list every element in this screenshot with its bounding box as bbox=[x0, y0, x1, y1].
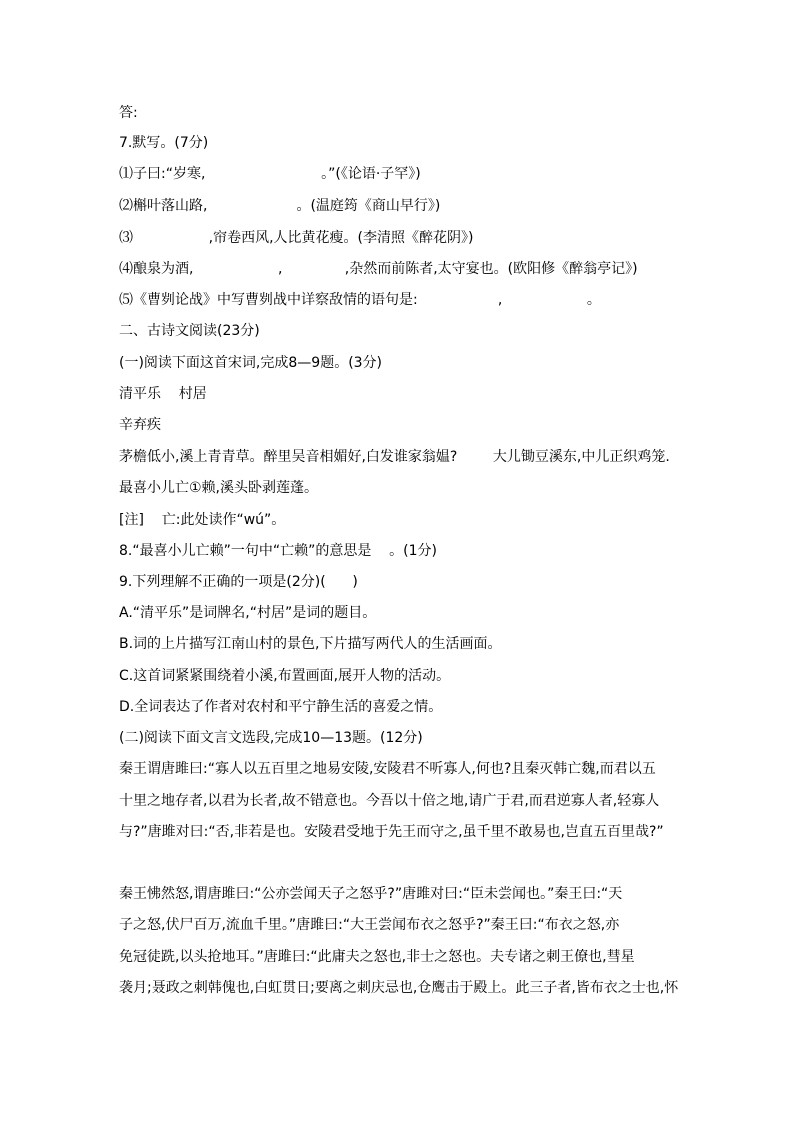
passage-paragraph-1-line-2: 十里之地存者,以君为长者,故不错意也。今吾以十倍之地,请广于君,而君逆寡人者,轻寡人 bbox=[119, 793, 660, 809]
section-2-heading: 二、古诗文阅读(23分) bbox=[119, 323, 260, 339]
poem-author: 辛弃疾 bbox=[119, 417, 161, 433]
question-7-item-4: ⑷酿泉为酒, , ,杂然而前陈者,太守宴也。(欧阳修《醉翁亭记》) bbox=[119, 261, 638, 277]
part-2-instruction: (二)阅读下面文言文选段,完成10—13题。(12分) bbox=[119, 730, 423, 746]
question-9-option-d: D.全词表达了作者对农村和平宁静生活的喜爱之情。 bbox=[119, 699, 443, 715]
question-7-item-1: ⑴子曰:“岁寒, 。”(《论语·子罕》) bbox=[119, 166, 421, 182]
passage-paragraph-2-line-3: 免冠徒跣,以头抢地耳。”唐雎曰:“此庸夫之怒也,非士之怒也。夫专诸之刺王僚也,彗星 bbox=[119, 949, 635, 965]
passage-paragraph-2-line-4: 袭月;聂政之刺韩傀也,白虹贯日;要离之刺庆忌也,仓鹰击于殿上。此三子者,皆布衣之士也,怀 bbox=[119, 980, 679, 996]
poem-note: [注] 亡:此处读作“wú”。 bbox=[119, 512, 286, 528]
passage-paragraph-2-line-2: 子之怒,伏尸百万,流血千里。”唐雎曰:“大王尝闻布衣之怒乎?”秦王曰:“布衣之怒,亦 bbox=[119, 917, 620, 933]
question-9-option-a: A.“清平乐”是词牌名,“村居”是词的题目。 bbox=[119, 605, 377, 621]
question-8: 8.“最喜小儿亡赖”一句中“亡赖”的意思是 。(1分) bbox=[119, 543, 437, 559]
question-7-item-2: ⑵槲叶落山路, 。(温庭筠《商山早行》) bbox=[119, 198, 441, 214]
part-1-instruction: (一)阅读下面这首宋词,完成8—9题。(3分) bbox=[119, 355, 383, 371]
poem-text-line-1: 茅檐低小,溪上青青草。醉里吴音相媚好,白发谁家翁媪? 大儿锄豆溪东,中儿正织鸡笼. bbox=[119, 449, 670, 465]
passage-paragraph-2-line-1: 秦王怫然怒,谓唐雎曰:“公亦尝闻天子之怒乎?”唐雎对曰:“臣未尝闻也。”秦王曰:“天 bbox=[119, 886, 623, 902]
question-7-item-3: ⑶ ,帘卷西风,人比黄花瘦。(李清照《醉花阴》) bbox=[119, 230, 474, 246]
question-9-option-b: B.词的上片描写江南山村的景色,下片描写两代人的生活画面。 bbox=[119, 636, 502, 652]
passage-paragraph-1-line-3: 与?”唐雎对曰:“否,非若是也。安陵君受地于先王而守之,虽千里不敢易也,岂直五百里哉?” bbox=[119, 824, 664, 840]
poem-title: 清平乐 村居 bbox=[119, 386, 207, 402]
question-9: 9.下列理解不正确的一项是(2分)( ) bbox=[119, 574, 358, 590]
answer-label: 答: bbox=[119, 105, 138, 121]
passage-paragraph-1-line-1: 秦王谓唐雎曰:“寡人以五百里之地易安陵,安陵君不听寡人,何也?且秦灭韩亡魏,而君以五 bbox=[119, 761, 656, 777]
question-7-heading: 7.默写。(7分) bbox=[119, 135, 209, 151]
question-7-item-5: ⑸《曹刿论战》中写曹刿战中详察敌情的语句是: , 。 bbox=[119, 292, 601, 308]
poem-text-line-2: 最喜小儿亡①赖,溪头卧剥莲蓬。 bbox=[119, 480, 319, 496]
question-9-option-c: C.这首词紧紧围绕着小溪,布置画面,展开人物的活动。 bbox=[119, 668, 451, 684]
